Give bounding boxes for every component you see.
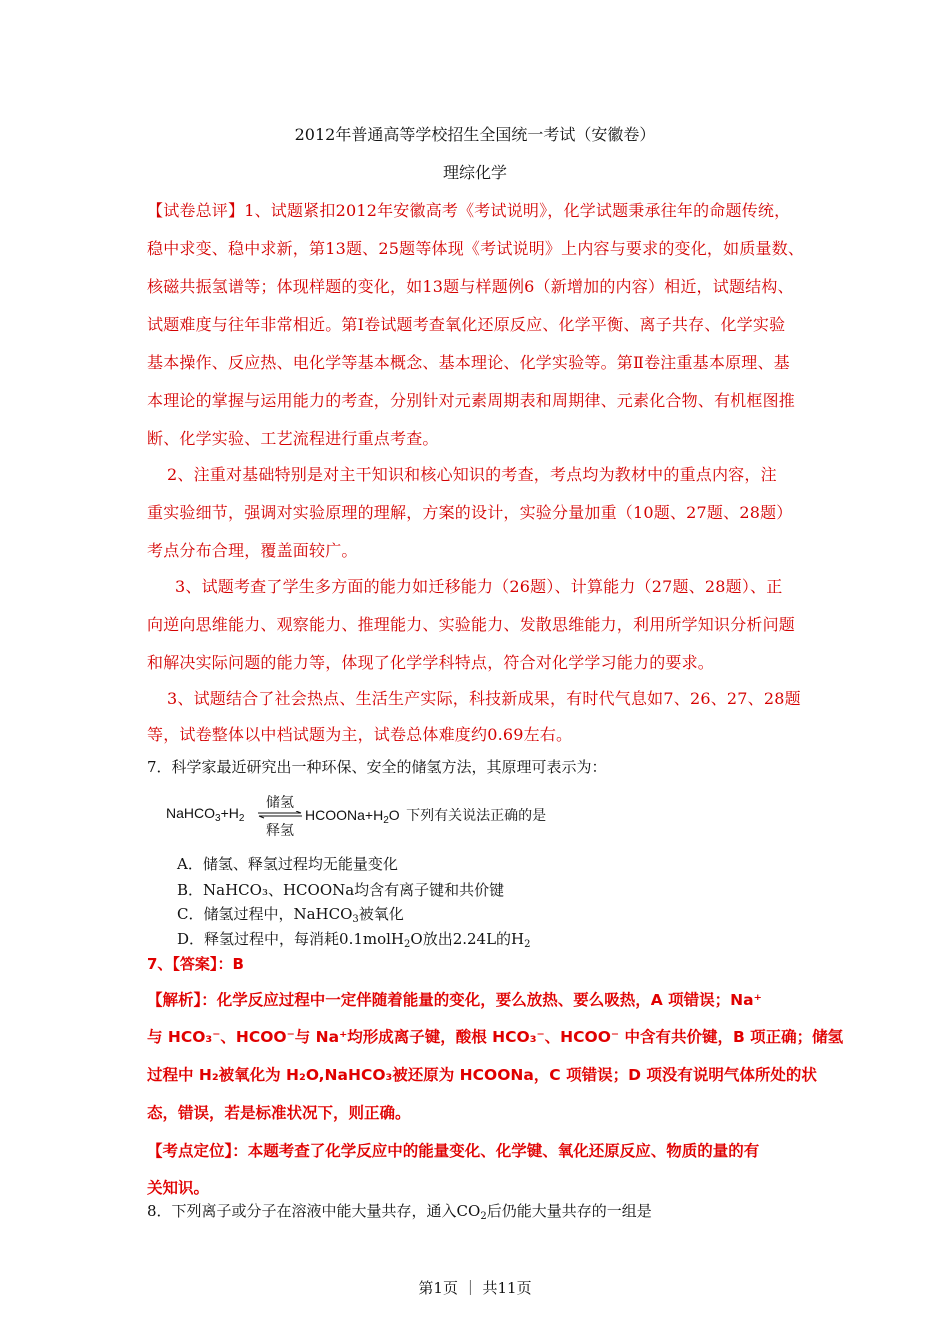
analysis-line: 过程中 H₂被氧化为 H₂O,NaHCO₃被还原为 HCOONa，C 项错误；D 项没有说明气体所处的状 (147, 1066, 817, 1084)
option-c-sub: 3 (352, 914, 359, 925)
summary-line: 断、化学实验、工艺流程进行重点考查。 (147, 429, 439, 448)
q7-equation-left (166, 805, 244, 824)
option-d-sub: 2 (404, 939, 411, 950)
analysis-line: 态，错误，若是标准状况下，则正确。 (147, 1104, 411, 1122)
summary-line: 向逆向思维能力、观察能力、推理能力、实验能力、发散思维能力，利用所学知识分析问题 (147, 615, 796, 634)
summary-line: 基本操作、反应热、电化学等基本概念、基本理论、化学实验等。第Ⅱ卷注重基本原理、基 (147, 353, 790, 372)
summary-line: 本理论的掌握与运用能力的考查，分别针对元素周期表和周期律、元素化合物、有机框图推 (147, 391, 796, 410)
q8-stem-sub: 2 (480, 1211, 487, 1222)
eq-product-tail: O (388, 807, 400, 823)
q8-stem-text: 8．下列离子或分子在溶液中能大量共存，通入CO (147, 1202, 481, 1220)
summary-line: 和解决实际问题的能力等，体现了化学学科特点，符合对化学学习能力的要求。 (147, 653, 715, 672)
q7-option-c (177, 903, 404, 925)
arrow-top-label: 储氢 (266, 795, 294, 811)
q7-option-a: A．储氢、释氢过程均无能量变化 (177, 855, 398, 873)
summary-line: 3、试题考查了学生多方面的能力如迁移能力（26题）、计算能力（27题、28题）、正 (175, 577, 783, 596)
analysis-line: 【解析】：化学反应过程中一定伴随着能量的变化，要么放热、要么吸热，A 项错误；Na⁺ (147, 991, 762, 1009)
kaodian-line: 【考点定位】：本题考查了化学反应中的能量变化、化学键、氧化还原反应、物质的量的有 (147, 1142, 760, 1160)
eq-sub: 3 (215, 813, 221, 824)
summary-line: 2、注重对基础特别是对主干知识和核心知识的考查，考点均为教材中的重点内容，注 (167, 465, 777, 484)
eq-reactant-1: NaHCO (166, 805, 216, 821)
exam-subtitle: 理综化学 (442, 163, 507, 182)
eq-reactant-2: +H (220, 805, 239, 821)
summary-line: 试题难度与往年非常相近。第Ⅰ卷试题考查氧化还原反应、化学平衡、离子共存、化学实验 (147, 315, 786, 334)
reversible-arrow-icon (256, 811, 304, 819)
kaodian-line: 关知识。 (147, 1179, 210, 1197)
exam-title: 2012年普通高等学校招生全国统一考试（安徽卷） (294, 125, 656, 144)
option-d-text: D．释氢过程中，每消耗0.1molH (177, 930, 405, 948)
arrow-bottom-label: 释氢 (266, 823, 294, 839)
q7-answer: 7、【答案】：B (147, 955, 244, 973)
summary-line: 3、试题结合了社会热点、生活生产实际，科技新成果，有时代气息如7、26、27、28题 (167, 689, 801, 708)
q7-question: 下列有关说法正确的是 (406, 808, 547, 824)
summary-line: 考点分布合理，覆盖面较广。 (147, 541, 358, 560)
q8-stem-tail: 后仍能大量共存的一组是 (486, 1202, 652, 1220)
q7-option-b: B．NaHCO₃、HCOONa均含有离子键和共价键 (177, 881, 505, 899)
option-d-sub2: 2 (524, 939, 531, 950)
eq-product: HCOONa+H (305, 807, 384, 823)
q8-stem (147, 1200, 652, 1222)
option-c-tail: 被氧化 (358, 905, 404, 923)
eq-sub: 2 (238, 813, 245, 824)
q7-equation-right (305, 805, 546, 826)
eq-sub: 2 (383, 815, 389, 826)
summary-line: 重实验细节，强调对实验原理的理解，方案的设计，实验分量加重（10题、27题、28题） (147, 503, 793, 522)
q7-stem: 7．科学家最近研究出一种环保、安全的储氢方法，其原理可表示为： (147, 758, 607, 776)
summary-line: 核磁共振氢谱等；体现样题的变化，如13题与样题例6（新增加的内容）相近，试题结构、 (147, 277, 794, 296)
summary-line: 等，试卷整体以中档试题为主，试卷总体难度约0.69左右。 (147, 725, 573, 744)
summary-line: 稳中求变、稳中求新，第13题、25题等体现《考试说明》上内容与要求的变化，如质量数、 (147, 239, 805, 258)
analysis-line: 与 HCO₃⁻、HCOO⁻与 Na⁺均形成离子键，酸根 HCO₃⁻、HCOO⁻ 中含有共价键，B 项正确；储氢 (147, 1028, 844, 1046)
q7-option-d (177, 928, 531, 950)
option-d-mid: O放出2.24L的H (410, 930, 525, 948)
option-c-text: C．储氢过程中，NaHCO (177, 905, 353, 923)
page-footer: 第1页 ｜ 共11页 (418, 1279, 532, 1297)
summary-line: 【试卷总评】1、试题紧扣2012年安徽高考《考试说明》，化学试题秉承往年的命题传统， (147, 201, 791, 220)
